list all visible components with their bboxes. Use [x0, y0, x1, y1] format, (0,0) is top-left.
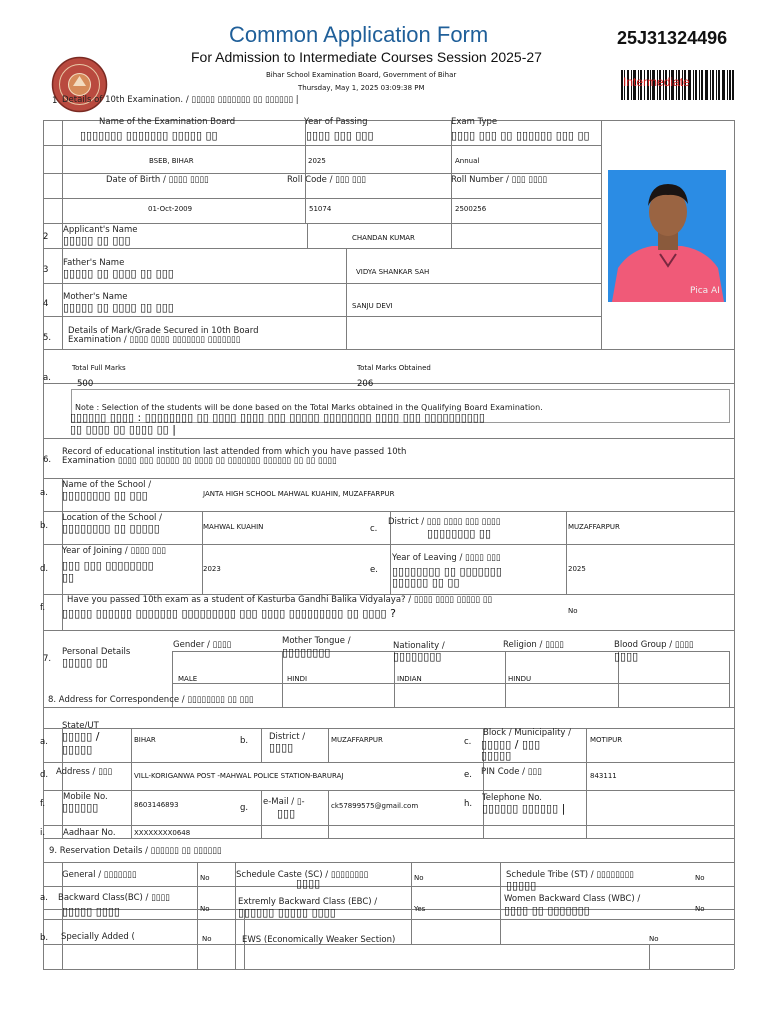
section-7-number: 7.	[43, 654, 52, 664]
applicant-name-label: Applicant's Name	[63, 225, 138, 235]
selection-note-hindi-2: ▯▯ ▯▯▯▯ ▯▯ ▯▯▯▯ ▯▯ |	[70, 423, 176, 436]
reservation-heading: 9. Reservation Details / ▯▯▯▯▯▯ ▯▯ ▯▯▯▯▯▯	[49, 846, 222, 856]
section-5-number: 5.	[43, 333, 52, 343]
total-full-marks-value: 500	[77, 379, 94, 389]
father-name-label: Father's Name	[63, 258, 125, 268]
address-district-label: District /	[269, 732, 306, 742]
application-number: 25J31324496	[617, 28, 728, 48]
row-8d: d.	[40, 770, 49, 780]
gender-value: MALE	[178, 675, 198, 683]
nationality-value: INDIAN	[397, 675, 422, 683]
row-6b: b.	[40, 521, 49, 531]
section-1-heading: Details of 10th Examination. / ▯▯▯▯▯ ▯▯▯▯▯▯▯ ▯▯ ▯▯▯▯▯▯ |	[62, 95, 299, 105]
school-district-value: MUZAFFARPUR	[568, 523, 620, 531]
leaving-year-label-hindi: ▯▯▯▯▯▯▯▯ ▯▯ ▯▯▯▯▯▯▯	[392, 565, 502, 578]
ews-value: No	[649, 935, 659, 943]
state-label: State/UT	[62, 721, 99, 731]
religion-value: HINDU	[508, 675, 532, 683]
row-6e: e.	[370, 565, 378, 575]
year-passing-label: Year of Passing	[304, 117, 368, 127]
mobile-value: 8603146893	[134, 801, 179, 809]
row-6d: d.	[40, 564, 49, 574]
personal-details-label: Personal Details	[62, 647, 131, 657]
print-datetime: Thursday, May 1, 2025 03:09:38 PM	[298, 84, 425, 92]
kgbv-question: Have you passed 10th exam as a student of Kasturba Gandhi Balika Vidyalaya? / ▯▯▯▯ ▯▯▯▯ ▯▯▯▯▯ ▯▯	[67, 595, 493, 605]
photo-watermark: Pica AI	[690, 286, 720, 296]
email-label: e-Mail / ▯-	[263, 797, 305, 807]
st-value: No	[695, 874, 705, 882]
joining-year-label: Year of Joining / ▯▯▯▯ ▯▯▯	[62, 546, 166, 556]
school-location-label-hindi: ▯▯▯▯▯▯▯▯ ▯▯ ▯▯▯▯▯	[62, 522, 160, 535]
row-8f: f.	[40, 799, 46, 809]
row-8a: a.	[40, 737, 48, 747]
row-6c: c.	[370, 524, 378, 534]
school-district-label: District / ▯▯▯ ▯▯▯▯ ▯▯▯ ▯▯▯▯	[388, 517, 501, 527]
total-marks-obtained-label: Total Marks Obtained	[357, 364, 431, 372]
institution-record-label: Record of educational institution last attended from which you have passed 10th	[62, 447, 407, 457]
dob-value: 01-Oct-2009	[148, 205, 193, 213]
roll-code-label: Roll Code / ▯▯▯ ▯▯▯	[287, 175, 366, 185]
row-8i: i.	[40, 828, 46, 838]
state-label-hindi: ▯▯▯▯▯ /	[62, 730, 100, 743]
mother-tongue-label-hindi: ▯▯▯▯▯▯▯▯	[282, 646, 331, 659]
row-8h: h.	[464, 799, 473, 809]
section-6-number: 6.	[43, 455, 52, 465]
personal-details-label-hindi: ▯▯▯▯▯ ▯▯	[62, 656, 108, 669]
address-district-value: MUZAFFARPUR	[331, 736, 383, 744]
aadhaar-value: XXXXXXXX0648	[134, 829, 191, 837]
ebc-label-hindi: ▯▯▯▯▯▯ ▯▯▯▯▯ ▯▯▯▯	[238, 906, 336, 919]
school-name-label-hindi: ▯▯▯▯▯▯▯▯ ▯▯ ▯▯▯	[62, 489, 148, 502]
selection-note: Note : Selection of the students will be done based on the Total Marks obtained in the Qualifying Board Examination.	[75, 403, 543, 412]
mother-name-value: SANJU DEVI	[352, 302, 393, 310]
row-8c: c.	[464, 737, 472, 747]
mother-tongue-value: HINDI	[287, 675, 308, 683]
board-name: Bihar School Examination Board, Government of Bihar	[266, 71, 457, 79]
section-1-number: 1	[52, 96, 58, 106]
row-8g: g.	[240, 803, 249, 813]
form-subtitle: For Admission to Intermediate Courses Session 2025-27	[191, 49, 542, 65]
address-value: VILL-KORIGANWA POST -MAHWAL POLICE STATION-BARURAJ	[134, 772, 344, 780]
st-label-hindi: ▯▯▯▯▯	[506, 879, 537, 892]
barcode-label: Intermediate	[623, 75, 690, 89]
mobile-label-hindi: ▯▯▯▯▯▯	[62, 801, 99, 814]
wbc-label-hindi: ▯▯▯▯ ▯▯ ▯▯▯▯▯▯▯	[504, 904, 590, 917]
roll-number-value: 2500256	[455, 205, 487, 213]
section-5a-number: a.	[43, 373, 51, 383]
ews-label: EWS (Economically Weaker Section)	[242, 935, 396, 945]
specially-added-value: No	[202, 935, 212, 943]
joining-year-label-hindi: ▯▯▯ ▯▯▯ ▯▯▯▯▯▯▯▯	[62, 559, 154, 572]
form-title: Common Application Form	[229, 22, 489, 47]
board-label: Name of the Examination Board	[99, 117, 236, 127]
general-label: General / ▯▯▯▯▯▯▯	[62, 870, 137, 880]
total-marks-obtained-value: 206	[357, 379, 374, 389]
blood-group-label-hindi: ▯▯▯▯	[614, 650, 639, 663]
block-value: MOTIPUR	[590, 736, 623, 744]
state-value: BIHAR	[134, 736, 156, 744]
wbc-value: No	[695, 905, 705, 913]
dob-label: Date of Birth / ▯▯▯▯ ▯▯▯▯	[106, 175, 209, 185]
aadhaar-label: Aadhaar No.	[63, 828, 116, 838]
total-full-marks-label: Total Full Marks	[72, 364, 126, 372]
school-location-label: Location of the School /	[62, 513, 162, 523]
telephone-label-hindi: ▯▯▯▯▯▯ ▯▯▯▯▯▯ |	[482, 802, 566, 815]
roll-number-label: Roll Number / ▯▯▯ ▯▯▯▯	[451, 175, 548, 185]
sc-label: Schedule Caste (SC) / ▯▯▯▯▯▯▯▯	[236, 870, 369, 880]
year-passing-value: 2025	[308, 157, 326, 165]
st-label: Schedule Tribe (ST) / ▯▯▯▯▯▯▯▯	[506, 870, 634, 880]
sc-label-hindi: ▯▯▯▯	[296, 877, 321, 890]
exam-type-label-hindi: ▯▯▯▯ ▯▯▯ ▯▯ ▯▯▯▯▯▯ ▯▯▯ ▯▯	[451, 129, 590, 142]
religion-label: Religion / ▯▯▯▯	[503, 640, 564, 650]
mother-name-label: Mother's Name	[63, 292, 128, 302]
board-value: BSEB, BIHAR	[149, 157, 194, 165]
address-district-label-hindi: ▯▯▯▯	[269, 741, 294, 754]
selection-note-hindi: ▯▯▯▯▯▯ ▯▯▯▯ : ▯▯▯▯▯▯▯▯ ▯▯ ▯▯▯▯ ▯▯▯▯ ▯▯▯ ▯▯▯▯▯ ▯▯▯▯▯▯▯▯ ▯▯▯▯ ▯▯▯ ▯▯▯▯▯▯▯▯▯▯	[70, 411, 485, 424]
leaving-year-label-hindi-2: ▯▯▯▯▯▯ ▯▯ ▯▯	[392, 576, 460, 589]
applicant-photo	[608, 170, 726, 302]
row-8e: e.	[464, 770, 472, 780]
father-name-label-hindi: ▯▯▯▯▯ ▯▯ ▯▯▯▯ ▯▯ ▯▯▯	[63, 267, 174, 280]
leaving-year-value: 2025	[568, 565, 586, 573]
bc-label-hindi: ▯▯▯▯▯ ▯▯▯▯	[62, 905, 120, 918]
sc-value: No	[414, 874, 424, 882]
board-label-hindi: ▯▯▯▯▯▯▯ ▯▯▯▯▯▯▯ ▯▯▯▯▯ ▯▯	[80, 129, 218, 142]
joining-year-value: 2023	[203, 565, 221, 573]
blood-group-label: Blood Group / ▯▯▯▯	[614, 640, 694, 650]
institution-record-label-2: Examination ▯▯▯▯ ▯▯▯ ▯▯▯▯▯ ▯▯ ▯▯▯▯ ▯▯ ▯▯▯▯▯▯▯ ▯▯▯▯▯▯ ▯▯ ▯▯ ▯▯▯▯	[62, 456, 337, 466]
email-label-hindi: ▯▯▯	[277, 807, 296, 820]
section-3-number: 3	[43, 265, 49, 275]
block-label: Block / Municipality /	[483, 728, 572, 738]
roll-code-value: 51074	[309, 205, 332, 213]
mobile-label: Mobile No.	[63, 792, 108, 802]
marks-label-2: Examination / ▯▯▯▯ ▯▯▯▯ ▯▯▯▯▯▯▯ ▯▯▯▯▯▯▯	[68, 335, 241, 345]
block-label-hindi: ▯▯▯▯▯ / ▯▯▯	[481, 738, 541, 751]
applicant-name-label-hindi: ▯▯▯▯▯ ▯▯ ▯▯▯	[63, 234, 131, 247]
nationality-label-hindi: ▯▯▯▯▯▯▯▯	[393, 650, 442, 663]
applicant-name-value: CHANDAN KUMAR	[352, 234, 415, 242]
block-label-hindi-2: ▯▯▯▯▯	[481, 749, 512, 762]
ebc-label: Extremly Backward Class (EBC) /	[238, 897, 378, 907]
leaving-year-label: Year of Leaving / ▯▯▯▯ ▯▯▯	[392, 553, 501, 563]
specially-added-label: Specially Added (	[61, 932, 135, 942]
barcode	[621, 70, 734, 100]
exam-type-value: Annual	[455, 157, 480, 165]
gender-label: Gender / ▯▯▯▯	[173, 640, 232, 650]
father-name-value: VIDYA SHANKAR SAH	[356, 268, 430, 276]
address-label: Address / ▯▯▯	[56, 767, 113, 777]
row-8b: b.	[240, 736, 249, 746]
kgbv-question-hindi: ▯▯▯▯▯ ▯▯▯▯▯▯ ▯▯▯▯▯▯▯ ▯▯▯▯▯▯▯▯▯ ▯▯▯ ▯▯▯▯ ▯▯▯▯▯▯▯▯▯ ▯▯ ▯▯▯▯ ?	[62, 607, 396, 620]
marks-label: Details of Mark/Grade Secured in 10th Board	[68, 326, 259, 336]
wbc-label: Women Backward Class (WBC) /	[504, 894, 641, 904]
school-location-value: MAHWAL KUAHIN	[203, 523, 264, 531]
mother-name-label-hindi: ▯▯▯▯▯ ▯▯ ▯▯▯▯ ▯▯ ▯▯▯	[63, 301, 174, 314]
row-9a: a.	[40, 893, 48, 903]
section-4-number: 4	[43, 299, 49, 309]
mother-tongue-label: Mother Tongue /	[282, 636, 351, 646]
row-6f: f.	[40, 603, 46, 613]
address-heading: 8. Address for Correspondence / ▯▯▯▯▯▯▯▯ ▯▯ ▯▯▯	[48, 695, 254, 705]
section-2-number: 2	[43, 232, 49, 242]
bc-label: Backward Class(BC) / ▯▯▯▯	[58, 893, 170, 903]
year-passing-label-hindi: ▯▯▯▯ ▯▯▯ ▯▯▯	[306, 129, 374, 142]
kgbv-value: No	[568, 607, 578, 615]
ebc-value: Yes	[414, 905, 426, 913]
school-name-label: Name of the School /	[62, 480, 152, 490]
school-name-value: JANTA HIGH SCHOOL MAHWAL KUAHIN, MUZAFFARPUR	[203, 490, 395, 498]
nationality-label: Nationality /	[393, 641, 445, 651]
joining-year-label-hindi-2: ▯▯	[62, 571, 75, 584]
bc-value: No	[200, 905, 210, 913]
email-value: ck57899575@gmail.com	[331, 802, 419, 810]
exam-type-label: Exam Type	[451, 117, 498, 127]
row-6a: a.	[40, 488, 48, 498]
row-9b: b.	[40, 933, 49, 943]
state-label-hindi-2: ▯▯▯▯▯	[62, 743, 93, 756]
school-district-label-hindi: ▯▯▯▯▯▯▯▯ ▯▯	[427, 527, 492, 540]
pin-code-label: PIN Code / ▯▯▯	[481, 767, 542, 777]
pin-code-value: 843111	[590, 772, 617, 780]
telephone-label: Telephone No.	[482, 793, 542, 803]
general-value: No	[200, 874, 210, 882]
